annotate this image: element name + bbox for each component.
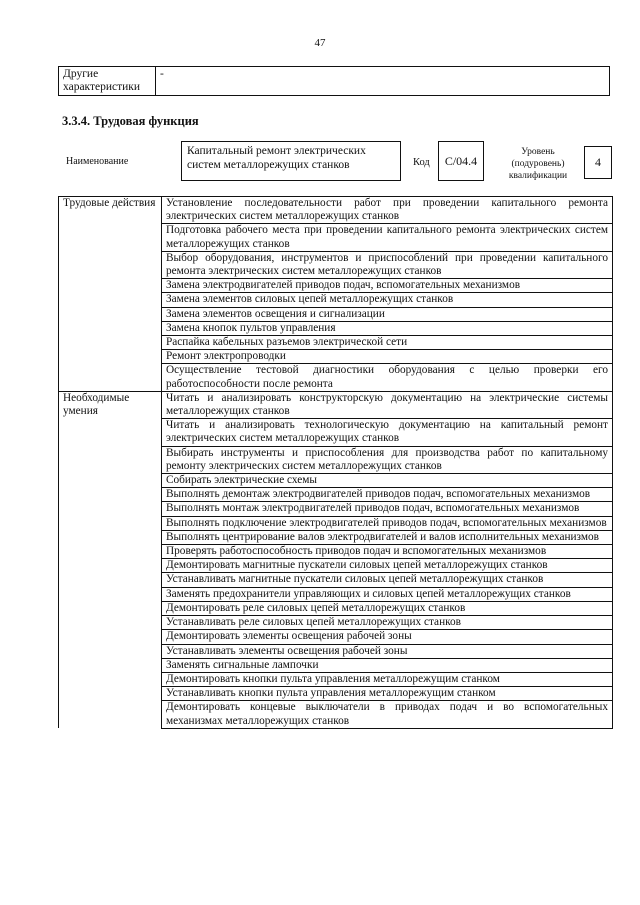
category-cell <box>59 545 162 559</box>
category-cell <box>59 224 162 251</box>
other-characteristics-value: - <box>156 67 610 96</box>
list-item: Читать и анализировать технологическую документацию на капитальный ремонт электрических систем металлорежущих станков <box>162 419 613 446</box>
function-details-table <box>58 196 613 729</box>
table-row <box>59 321 613 335</box>
table-row <box>59 587 613 601</box>
page-number: 47 <box>314 37 326 49</box>
list-item: Демонтировать элементы освещения рабочей зоны <box>162 630 613 644</box>
category-cell <box>59 573 162 587</box>
category-label: Необходимые умения <box>59 391 162 418</box>
category-cell <box>59 587 162 601</box>
list-item: Выполнять центрирование валов электродвигателей и валов исполнительных механизмов <box>162 530 613 544</box>
code-box: С/04.4 <box>438 141 484 181</box>
table-row <box>59 701 613 728</box>
table-row <box>59 644 613 658</box>
other-characteristics-table <box>58 66 610 96</box>
list-item: Подготовка рабочего места при проведении капитального ремонта электрических систем металлорежущих станков <box>162 224 613 251</box>
list-item: Выбор оборудования, инструментов и приспособлений при проведении капитального ремонта электрических систем металлорежущих станков <box>162 251 613 278</box>
category-cell <box>59 502 162 516</box>
table-row <box>59 279 613 293</box>
category-cell <box>59 616 162 630</box>
table-row <box>59 307 613 321</box>
list-item: Замена электродвигателей приводов подач, вспомогательных механизмов <box>162 279 613 293</box>
category-cell <box>59 474 162 488</box>
category-cell <box>59 307 162 321</box>
category-cell <box>59 644 162 658</box>
table-row <box>59 672 613 686</box>
list-item: Читать и анализировать конструкторскую документацию на электрические системы металлорежущих станков <box>162 391 613 418</box>
table-row <box>59 516 613 530</box>
table-row <box>59 488 613 502</box>
category-cell <box>59 516 162 530</box>
list-item: Осуществление тестовой диагностики оборудования с целью проверки его работоспособности после ремонта <box>162 364 613 391</box>
level-box: 4 <box>584 146 612 179</box>
category-label: Трудовые действия <box>59 197 162 224</box>
table-row <box>59 391 613 418</box>
list-item: Устанавливать реле силовых цепей металлорежущих станков <box>162 616 613 630</box>
level-label: Уровень (подуровень) квалификации <box>508 147 568 181</box>
table-row <box>59 350 613 364</box>
section-title: 3.3.4. Трудовая функция <box>62 114 199 128</box>
list-item: Демонтировать кнопки пульта управления металлорежущим станком <box>162 672 613 686</box>
list-item: Устанавливать элементы освещения рабочей зоны <box>162 644 613 658</box>
category-cell <box>59 279 162 293</box>
list-item: Демонтировать концевые выключатели в приводах подач и во вспомогательных механизмах металлорежущих станков <box>162 701 613 728</box>
category-cell <box>59 559 162 573</box>
category-cell <box>59 658 162 672</box>
list-item: Выбирать инструменты и приспособления для производства работ по капитальному ремонту электрических систем металлорежущих станков <box>162 446 613 473</box>
list-item: Установление последовательности работ при проведении капитального ремонта электрических систем металлорежущих станков <box>162 197 613 224</box>
category-cell <box>59 701 162 728</box>
list-item: Распайка кабельных разъемов электрической сети <box>162 336 613 350</box>
list-item: Замена элементов освещения и сигнализации <box>162 307 613 321</box>
list-item: Заменять сигнальные лампочки <box>162 658 613 672</box>
table-row <box>59 419 613 446</box>
name-label: Наименование <box>66 156 129 167</box>
list-item: Устанавливать магнитные пускатели силовых цепей металлорежущих станков <box>162 573 613 587</box>
list-item: Демонтировать реле силовых цепей металлорежущих станков <box>162 601 613 615</box>
category-cell <box>59 672 162 686</box>
table-row <box>59 658 613 672</box>
category-cell <box>59 630 162 644</box>
category-cell <box>59 293 162 307</box>
list-item: Выполнять подключение электродвигателей приводов подач, вспомогательных механизмов <box>162 516 613 530</box>
table-row <box>59 502 613 516</box>
table-row <box>59 197 613 224</box>
code-label: Код <box>413 157 430 168</box>
category-cell <box>59 364 162 391</box>
list-item: Собирать электрические схемы <box>162 474 613 488</box>
table-row <box>59 559 613 573</box>
table-row <box>59 364 613 391</box>
category-cell <box>59 488 162 502</box>
category-cell <box>59 336 162 350</box>
table-row <box>59 545 613 559</box>
list-item: Замена кнопок пультов управления <box>162 321 613 335</box>
list-item: Выполнять монтаж электродвигателей приводов подач, вспомогательных механизмов <box>162 502 613 516</box>
category-cell <box>59 530 162 544</box>
list-item: Выполнять демонтаж электродвигателей приводов подач, вспомогательных механизмов <box>162 488 613 502</box>
function-name-box: Капитальный ремонт электрических систем металлорежущих станков <box>181 141 401 181</box>
category-cell <box>59 601 162 615</box>
category-cell <box>59 251 162 278</box>
table-row <box>59 474 613 488</box>
table-row <box>59 336 613 350</box>
category-cell <box>59 687 162 701</box>
table-row <box>59 630 613 644</box>
table-row <box>59 601 613 615</box>
table-row <box>59 293 613 307</box>
table-row <box>59 616 613 630</box>
table-row <box>59 573 613 587</box>
category-cell <box>59 321 162 335</box>
list-item: Демонтировать магнитные пускатели силовых цепей металлорежущих станков <box>162 559 613 573</box>
list-item: Замена элементов силовых цепей металлорежущих станков <box>162 293 613 307</box>
category-cell <box>59 350 162 364</box>
table-row <box>59 530 613 544</box>
category-cell <box>59 446 162 473</box>
table-row <box>59 224 613 251</box>
category-cell <box>59 419 162 446</box>
list-item: Заменять предохранители управляющих и силовых цепей металлорежущих станков <box>162 587 613 601</box>
table-row <box>59 251 613 278</box>
list-item: Проверять работоспособность приводов подач и вспомогательных механизмов <box>162 545 613 559</box>
table-row <box>59 67 610 96</box>
list-item: Ремонт электропроводки <box>162 350 613 364</box>
other-characteristics-label: Другие характеристики <box>59 67 156 96</box>
list-item: Устанавливать кнопки пульта управления металлорежущим станком <box>162 687 613 701</box>
table-row <box>59 446 613 473</box>
table-row <box>59 687 613 701</box>
